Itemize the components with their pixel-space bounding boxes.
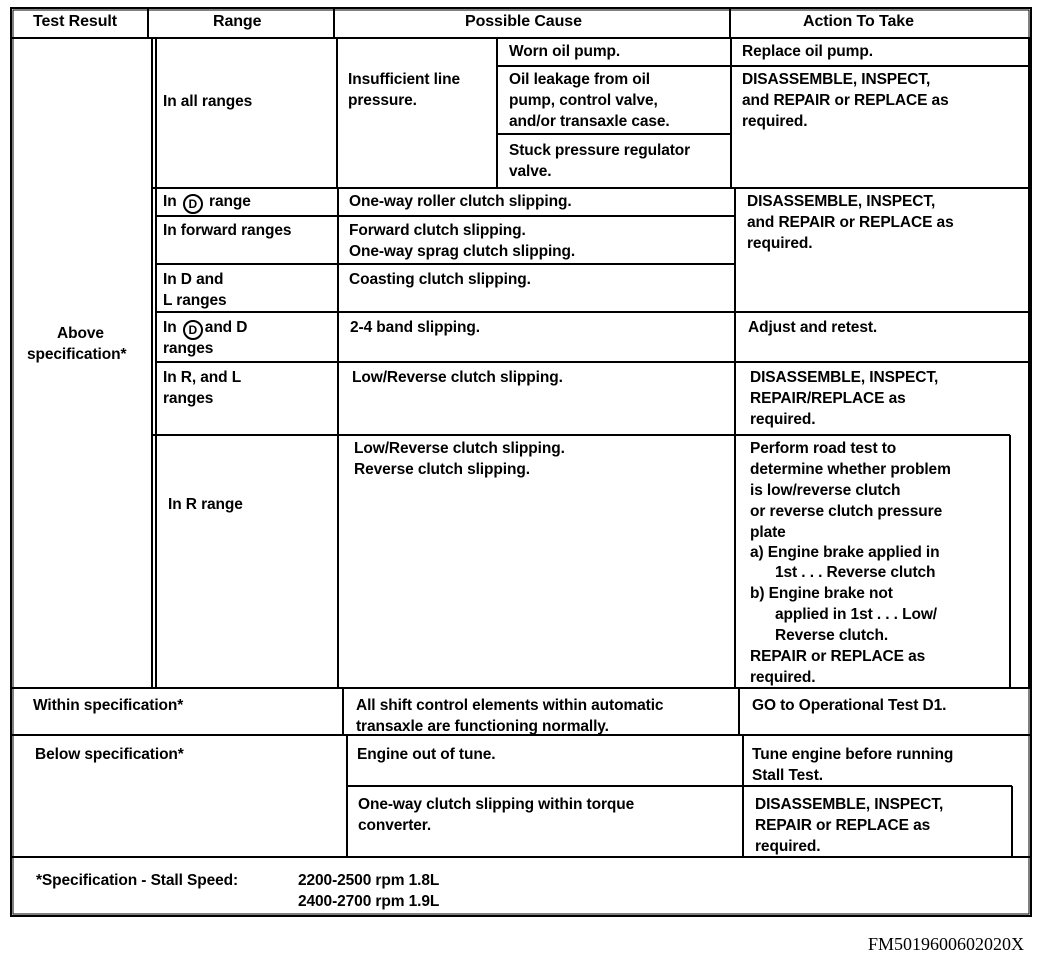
action-r-l-1: DISASSEMBLE, INSPECT,	[750, 369, 939, 386]
action-r-2: determine whether problem	[750, 461, 951, 478]
above-spec-label-2: specification*	[27, 346, 127, 363]
range-r-l-2: ranges	[163, 390, 214, 407]
action-r-5: plate	[750, 524, 786, 541]
cause-low-reverse: Low/Reverse clutch slipping.	[352, 369, 563, 386]
action-r-l-2: REPAIR/REPLACE as	[750, 390, 906, 407]
action-r-4: or reverse clutch pressure	[750, 503, 943, 520]
cause-coasting: Coasting clutch slipping.	[349, 271, 531, 288]
cause-band: 2-4 band slipping.	[350, 319, 480, 336]
action-r-l-3: required.	[750, 411, 816, 428]
cause-forward-2: One-way sprag clutch slipping.	[349, 243, 576, 260]
cause-roller-clutch: One-way roller clutch slipping.	[349, 193, 572, 210]
below-cause-1: Engine out of tune.	[357, 746, 496, 763]
range-d-l-1: In D and	[163, 271, 224, 288]
range-od-range: In D range	[163, 192, 251, 214]
range-r: In R range	[168, 496, 243, 513]
group-action-2: and REPAIR or REPLACE as	[747, 214, 954, 231]
group-action-3: required.	[747, 235, 813, 252]
action-r-7: 1st . . . Reverse clutch	[775, 564, 936, 581]
range-all-ranges: In all ranges	[163, 93, 253, 110]
action-r-3: is low/reverse clutch	[750, 482, 901, 499]
action-adjust: Adjust and retest.	[748, 319, 878, 336]
within-action: GO to Operational Test D1.	[752, 697, 947, 714]
cause-r-1: Low/Reverse clutch slipping.	[354, 440, 565, 457]
action-all-ranges-3: required.	[742, 113, 808, 130]
cause-r-2: Reverse clutch slipping.	[354, 461, 530, 478]
within-spec-label: Within specification*	[33, 697, 184, 714]
footnote-label: *Specification - Stall Speed:	[36, 872, 239, 889]
action-r-11: REPAIR or REPLACE as	[750, 648, 926, 665]
action-r-8: b) Engine brake not	[750, 585, 893, 602]
sub-cause-leakage-1: Oil leakage from oil	[509, 71, 650, 88]
header-range: Range	[213, 13, 262, 30]
below-action-2c: required.	[755, 838, 821, 855]
action-r-6: a) Engine brake applied in	[750, 544, 940, 561]
header-action: Action To Take	[803, 13, 914, 30]
action-replace-pump: Replace oil pump.	[742, 43, 873, 60]
sub-cause-worn-pump: Worn oil pump.	[509, 43, 621, 60]
sub-cause-regulator-2: valve.	[509, 163, 552, 180]
action-all-ranges-1: DISASSEMBLE, INSPECT,	[742, 71, 931, 88]
footnote-value-1: 2200-2500 rpm 1.8L	[298, 872, 440, 889]
within-cause-2: transaxle are functioning normally.	[356, 718, 609, 735]
figure-id: FM5019600602020X	[868, 934, 1025, 954]
cause-forward-1: Forward clutch slipping.	[349, 222, 526, 239]
range-r-l-1: In R, and L	[163, 369, 242, 386]
below-spec-label: Below specification*	[35, 746, 184, 763]
below-action-2b: REPAIR or REPLACE as	[755, 817, 931, 834]
sub-cause-leakage-3: and/or transaxle case.	[509, 113, 670, 130]
overdrive-d-circle-icon: D	[183, 194, 203, 214]
range-od-d-2: ranges	[163, 340, 214, 357]
within-cause-1: All shift control elements within automatic	[356, 697, 664, 714]
range-d-l-2: L ranges	[163, 292, 227, 309]
sub-cause-leakage-2: pump, control valve,	[509, 92, 658, 109]
header-test-result: Test Result	[33, 13, 117, 30]
below-action-2a: DISASSEMBLE, INSPECT,	[755, 796, 944, 813]
range-od-d-1: In D and D	[163, 318, 247, 340]
cause-insufficient-2: pressure.	[348, 92, 417, 109]
below-action-1a: Tune engine before running	[752, 746, 954, 763]
sub-cause-regulator-1: Stuck pressure regulator	[509, 142, 691, 159]
header-possible-cause: Possible Cause	[465, 13, 582, 30]
action-r-10: Reverse clutch.	[775, 627, 889, 644]
range-forward: In forward ranges	[163, 222, 292, 239]
group-action-1: DISASSEMBLE, INSPECT,	[747, 193, 936, 210]
overdrive-d-circle-icon: D	[183, 320, 203, 340]
below-cause-2b: converter.	[358, 817, 432, 834]
cause-insufficient-1: Insufficient line	[348, 71, 460, 88]
below-cause-2a: One-way clutch slipping within torque	[358, 796, 635, 813]
above-spec-label-1: Above	[57, 325, 104, 342]
action-r-12: required.	[750, 669, 816, 686]
action-r-1: Perform road test to	[750, 440, 897, 457]
action-all-ranges-2: and REPAIR or REPLACE as	[742, 92, 949, 109]
below-action-1b: Stall Test.	[752, 767, 823, 784]
footnote-value-2: 2400-2700 rpm 1.9L	[298, 893, 440, 910]
action-r-9: applied in 1st . . . Low/	[775, 606, 937, 623]
